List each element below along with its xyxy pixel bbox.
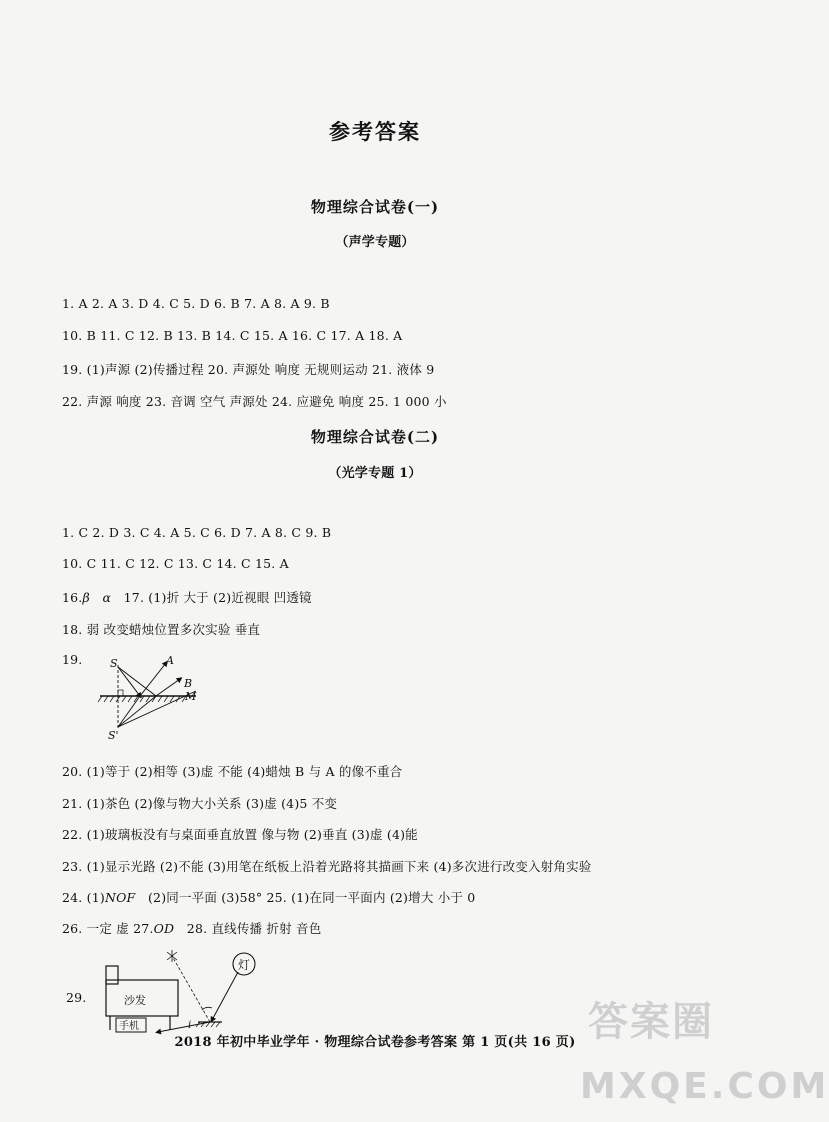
answer-line: 19. (1)声源 (2)传播过程 20. 声源处 响度 无规则运动 21. 液体 9: [62, 362, 435, 377]
q27-line: OD: [153, 921, 175, 936]
figure-29-diagram: [98, 948, 268, 1034]
q26-27-prefix: 26. 一定 虚 27.: [62, 921, 154, 936]
watermark-url: MXQE.COM: [580, 1066, 829, 1107]
answer-line: 10. C 11. C 12. C 13. C 14. C 15. A: [62, 556, 289, 571]
reflected-ray-b: [156, 679, 180, 696]
incident-ray: [212, 972, 238, 1020]
label-s-prime: S': [108, 729, 119, 742]
section-1-topic: （声学专题）: [335, 235, 415, 250]
reflected-ray-a: [140, 663, 166, 696]
answer-line: 21. (1)茶色 (2)像与物大小关系 (3)虚 (4)5 不变: [62, 796, 338, 811]
label-a: A: [166, 654, 174, 667]
q29-number: 29.: [66, 990, 87, 1005]
q16-beta: β: [82, 590, 90, 605]
page-title: 参考答案: [329, 119, 421, 144]
lamp-image-mark: [167, 950, 177, 962]
mirror-hatching: [98, 696, 186, 702]
phone-label: 手机: [119, 1021, 139, 1032]
figure-19-diagram: [96, 655, 206, 745]
answer-line: 10. B 11. C 12. B 13. B 14. C 15. A 16. C 17. A 18. A: [62, 328, 403, 343]
answer-line: 20. (1)等于 (2)相等 (3)虚 不能 (4)蜡烛 B 与 A 的像不重合: [62, 764, 403, 779]
q16-alpha: α: [102, 590, 112, 605]
answer-line: 1. A 2. A 3. D 4. C 5. D 6. B 7. A 8. A 9. B: [62, 296, 330, 311]
answer-line-16-17: [62, 588, 312, 606]
answer-line-24-25: [62, 888, 475, 906]
section-2-topic: （光学专题 1）: [328, 466, 422, 481]
watermark-logo: 答案圈: [588, 999, 714, 1045]
label-s: S: [110, 657, 118, 670]
q17-text: 17. (1)折 大于 (2)近视眼 凹透镜: [123, 590, 312, 605]
angle-label: i: [188, 1020, 192, 1031]
q16-number: 16.: [62, 590, 83, 605]
section-2-heading: 物理综合试卷(二): [310, 428, 440, 446]
sofa-label: 沙发: [124, 994, 146, 1007]
page-footer: 2018 年初中毕业学年 · 物理综合试卷参考答案 第 1 页(共 16 页): [174, 1035, 576, 1050]
lamp-label: 灯: [238, 958, 251, 972]
right-angle-mark: [118, 690, 123, 696]
answer-line: 23. (1)显示光路 (2)不能 (3)用笔在纸板上沿着光路将其描画下来 (4)多次进行改变入射角实验: [62, 859, 592, 874]
q24-angle: NOF: [104, 890, 136, 905]
q28-text: 28. 直线传播 折射 音色: [186, 921, 322, 936]
sofa-back: [106, 966, 118, 984]
q19-number: 19.: [62, 652, 83, 667]
label-m: M: [185, 690, 197, 703]
section-1-heading: 物理综合试卷(一): [310, 198, 440, 216]
answer-line: 1. C 2. D 3. C 4. A 5. C 6. D 7. A 8. C 9. B: [62, 525, 332, 540]
answer-line-26-28: [62, 919, 321, 937]
answer-line: 22. (1)玻璃板没有与桌面垂直放置 像与物 (2)垂直 (3)虚 (4)能: [62, 827, 418, 842]
label-b: B: [184, 677, 193, 690]
answer-line: 22. 声源 响度 23. 音调 空气 声源处 24. 应避免 响度 25. 1 000 小: [62, 394, 447, 409]
q24-prefix: 24. (1): [62, 890, 105, 905]
angle-arc: [202, 1007, 212, 1010]
q24-rest: (2)同一平面 (3)58° 25. (1)在同一平面内 (2)增大 小于 0: [147, 890, 476, 905]
answer-line: 18. 弱 改变蜡烛位置多次实验 垂直: [62, 622, 261, 637]
